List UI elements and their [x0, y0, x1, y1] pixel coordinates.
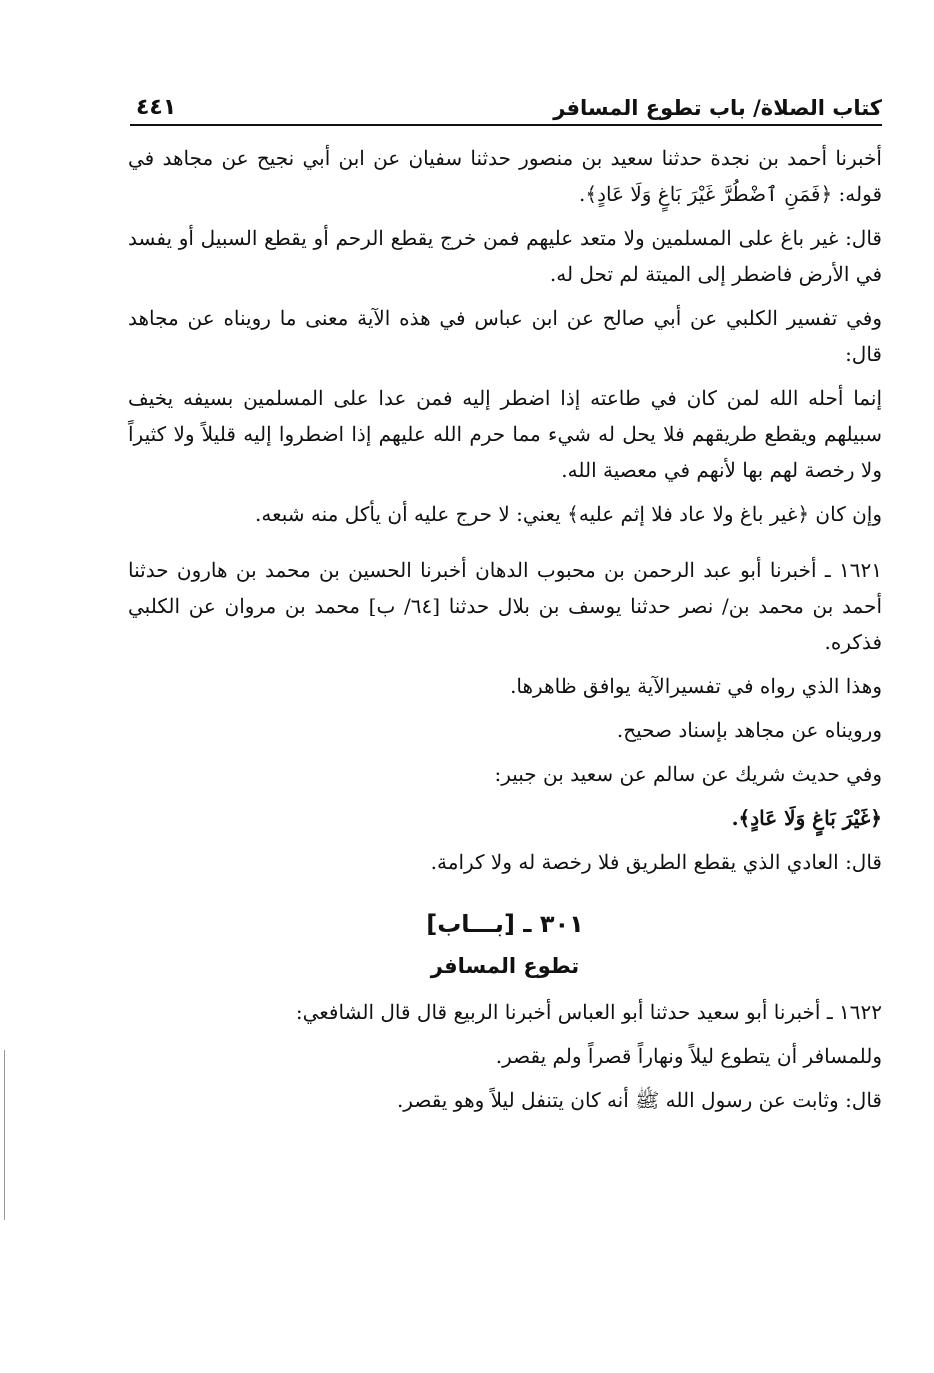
section-number-heading: ٣٠١ ـ [بـــاب] [426, 910, 584, 938]
quran-verse: ﴿غَيْرَ بَاغٍ وَلَا عَادٍ﴾. [731, 806, 882, 830]
hadith-paragraph: ١٦٢١ ـ أخبرنا أبو عبد الرحمن بن محبوب الدهان أخبرنا الحسين بن محمد بن هارون حدثنا أحمد بن محمد بن/ نصر حدثنا يوسف بن بلال حدثنا [٦٤/ ب] محمد بن مروان عن الكلبي فذكره. [128, 558, 882, 654]
page-number: ٤٤١ [136, 95, 177, 120]
paragraph: قال: العادي الذي يقطع الطريق فلا رخصة له ولا كرامة. [430, 850, 882, 874]
paragraph: وللمسافر أن يتطوع ليلاً ونهاراً قصراً ولم يقصر. [495, 1044, 882, 1068]
section-title: تطوع المسافر [430, 954, 580, 978]
paragraph: وفي تفسير الكلبي عن أبي صالح عن ابن عباس في هذه الآية معنى ما رويناه عن مجاهد قال: [128, 306, 882, 366]
page-body [128, 140, 882, 1118]
running-header [130, 84, 882, 120]
paragraph: وإن كان ﴿غير باغ ولا عاد فلا إثم عليه﴾ يعني: لا حرج عليه أن يأكل منه شبعه. [255, 502, 882, 526]
paragraph: أخبرنا أحمد بن نجدة حدثنا سعيد بن منصور حدثنا سفيان عن ابن أبي نجيح عن مجاهد في قوله: ﴿فَمَنِ ٱضْطُرَّ غَيْرَ بَاغٍ وَلَا عَادٍ﴾. [128, 146, 882, 206]
paragraph: وهذا الذي رواه في تفسيرالآية يوافق ظاهرها. [510, 674, 882, 698]
paragraph: إنما أحله الله لمن كان في طاعته إذا اضطر إليه فمن عدا على المسلمين بسيفه يخيف سبيلهم ويقطع طريقهم فلا يحل له شيء مما حرم الله عليهم إذا اضطروا إليه قليلاً ولا كثيراً ولا رخصة لهم بها لأنهم في معصية الله. [128, 386, 882, 482]
paragraph: وفي حديث شريك عن سالم عن سعيد بن جبير: [494, 762, 882, 786]
hadith-paragraph: ١٦٢٢ ـ أخبرنا أبو سعيد حدثنا أبو العباس أخبرنا الربيع قال قال الشافعي: [295, 1000, 882, 1024]
header-title: كتاب الصلاة/ باب تطوع المسافر [553, 96, 882, 120]
scan-edge-mark [4, 1050, 5, 1220]
paragraph: قال: وثابت عن رسول الله ﷺ أنه كان يتنفل ليلاً وهو يقصر. [396, 1088, 882, 1112]
paragraph: ورويناه عن مجاهد بإسناد صحيح. [616, 718, 882, 742]
paragraph: قال: غير باغ على المسلمين ولا متعد عليهم فمن خرج يقطع الرحم أو يقطع السبيل أو يفسد في الأرض فاضطر إلى الميتة لم تحل له. [128, 226, 882, 286]
header-rule [130, 124, 882, 126]
